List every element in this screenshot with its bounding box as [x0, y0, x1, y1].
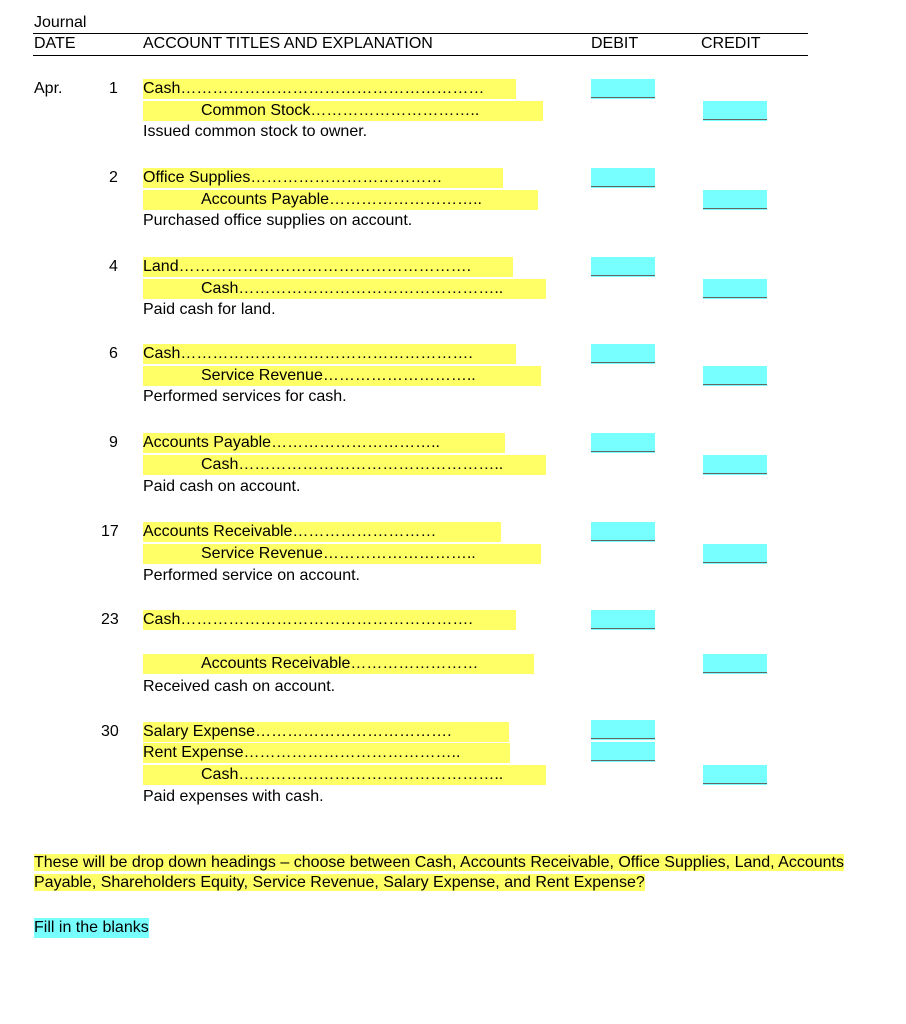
credit-account-dropdown[interactable]: Cash………………………………………….. — [143, 455, 546, 475]
entry-explanation: Paid cash for land. — [143, 301, 276, 318]
debit-account-dropdown[interactable]: Office Supplies……………………………… — [143, 168, 503, 188]
debit-account-dropdown[interactable]: Accounts Payable………………………….. — [143, 433, 505, 453]
entry-day: 23 — [101, 611, 119, 628]
credit-account-dropdown[interactable]: Service Revenue……………………….. — [143, 544, 541, 564]
entry-day: 9 — [109, 434, 118, 451]
month-label: Apr. — [34, 80, 63, 97]
header-top-rule — [33, 33, 808, 34]
debit-account-dropdown[interactable]: Land………………………………………………. — [143, 257, 513, 277]
entry-explanation: Received cash on account. — [143, 678, 336, 695]
credit-amount-input[interactable] — [703, 765, 767, 785]
header-debit: DEBIT — [591, 35, 639, 52]
header-bottom-rule — [33, 55, 808, 56]
credit-account-dropdown[interactable]: Common Stock………………………….. — [143, 101, 543, 121]
instruction-note — [34, 853, 884, 893]
credit-amount-input[interactable] — [703, 101, 767, 121]
instruction-note-text: These will be drop down headings – choose between Cash, Accounts Receivable, Office Supplies, Land, Accounts Payable, Shareholders Equity, Service Revenue, Salary Expense, and Rent Expense? — [34, 854, 844, 891]
entry-explanation: Issued common stock to owner. — [143, 123, 368, 140]
entry-day: 2 — [109, 169, 118, 186]
debit-account-dropdown[interactable]: Salary Expense………………………………. — [143, 722, 509, 742]
entry-day: 17 — [101, 523, 119, 540]
credit-amount-input[interactable] — [703, 279, 767, 299]
entry-explanation: Performed service on account. — [143, 567, 360, 584]
credit-account-dropdown[interactable]: Cash………………………………………….. — [143, 765, 546, 785]
entry-day: 6 — [109, 345, 118, 362]
debit-amount-input[interactable] — [591, 344, 655, 364]
header-credit: CREDIT — [701, 35, 761, 52]
entry-explanation: Performed services for cash. — [143, 388, 347, 405]
credit-account-dropdown[interactable]: Accounts Receivable…………………… — [143, 654, 534, 674]
credit-amount-input[interactable] — [703, 366, 767, 386]
entry-day: 1 — [109, 80, 118, 97]
debit-amount-input[interactable] — [591, 433, 655, 453]
credit-account-dropdown[interactable]: Service Revenue……………………….. — [143, 366, 541, 386]
debit-amount-input[interactable] — [591, 742, 655, 762]
header-date: DATE — [34, 35, 76, 52]
entry-day: 30 — [101, 723, 119, 740]
fill-in-note: Fill in the blanks — [34, 919, 149, 936]
debit-amount-input[interactable] — [591, 720, 655, 740]
journal-title: Journal — [34, 14, 87, 31]
credit-account-dropdown[interactable]: Accounts Payable……………………….. — [143, 190, 538, 210]
entry-explanation: Paid expenses with cash. — [143, 788, 324, 805]
debit-amount-input[interactable] — [591, 610, 655, 630]
debit-account-dropdown[interactable]: Cash………………………………………………. — [143, 610, 516, 630]
debit-amount-input[interactable] — [591, 257, 655, 277]
debit-account-dropdown[interactable]: Rent Expense………………………………….. — [143, 743, 510, 763]
header-account: ACCOUNT TITLES AND EXPLANATION — [143, 35, 433, 52]
credit-account-dropdown[interactable]: Cash………………………………………….. — [143, 279, 546, 299]
debit-amount-input[interactable] — [591, 79, 655, 99]
debit-account-dropdown[interactable]: Accounts Receivable……………………… — [143, 522, 501, 542]
credit-amount-input[interactable] — [703, 190, 767, 210]
credit-amount-input[interactable] — [703, 654, 767, 674]
debit-amount-input[interactable] — [591, 168, 655, 188]
entry-explanation: Paid cash on account. — [143, 478, 301, 495]
debit-account-dropdown[interactable]: Cash………………………………………………. — [143, 344, 516, 364]
credit-amount-input[interactable] — [703, 455, 767, 475]
debit-amount-input[interactable] — [591, 522, 655, 542]
credit-amount-input[interactable] — [703, 544, 767, 564]
debit-account-dropdown[interactable]: Cash………………………………………………… — [143, 79, 516, 99]
entry-explanation: Purchased office supplies on account. — [143, 212, 413, 229]
entry-day: 4 — [109, 258, 118, 275]
